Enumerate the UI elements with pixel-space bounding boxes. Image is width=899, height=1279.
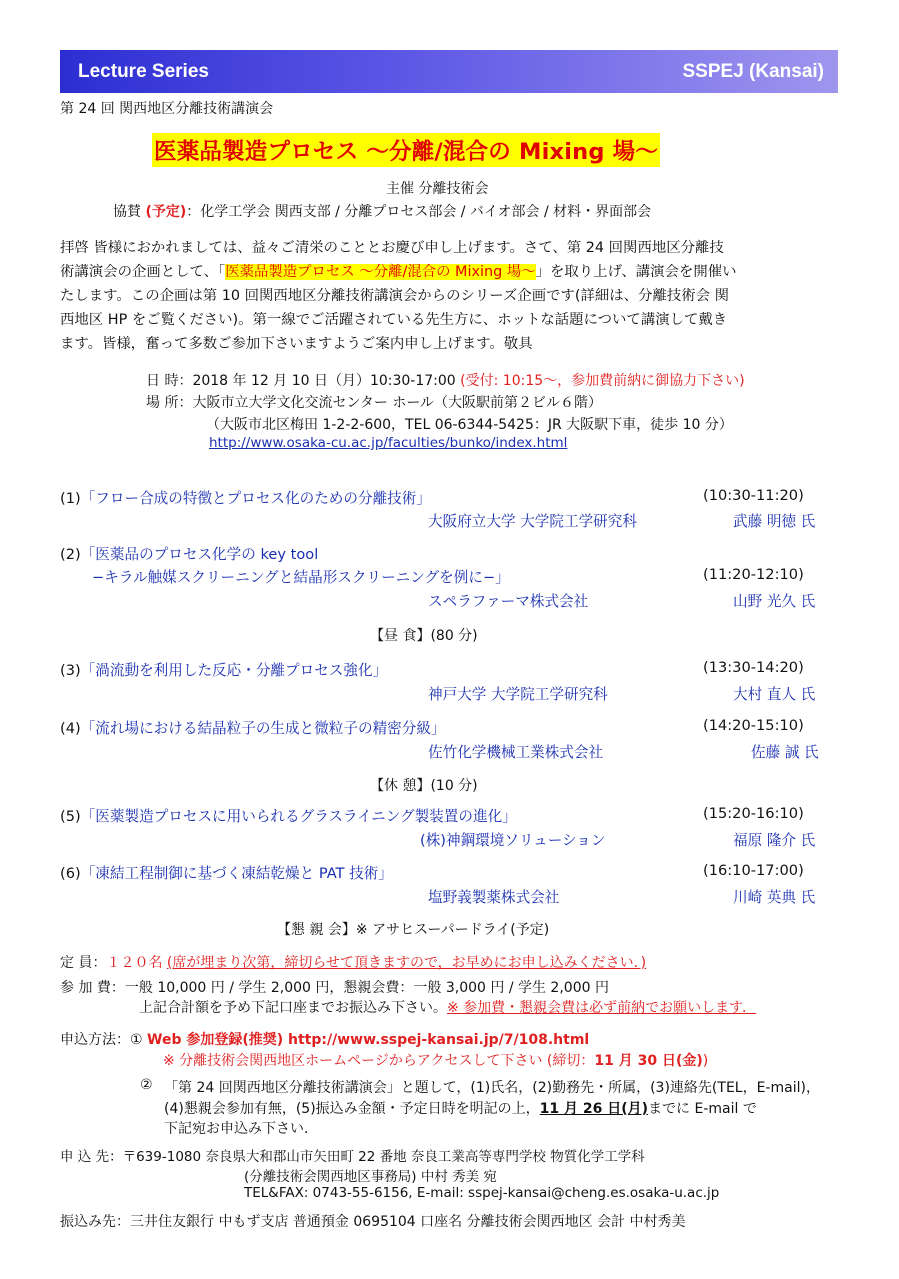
apply-note-text: ※ 分離技術会関西地区ホームページからアクセスして下さい (締切： [163,1053,595,1069]
apply-label: 申込方法： [60,1032,130,1048]
apply-note-text: ) [702,1053,709,1069]
talk-4-speaker: 佐藤 誠 氏 [751,744,819,761]
capacity-row [60,952,646,972]
destination-address: 〒639-1080 奈良県大和郡山市矢田町 22 番地 奈良工業高等専門学校 物質化学工学科 [122,1149,645,1165]
destination-row [60,1145,645,1165]
talk-3-affiliation: 神戸大学 大学院工学研究科 [428,686,608,703]
talk-6-time: (16:10-17:00) [703,862,804,879]
bank-account-row [60,1211,686,1231]
fee-prepay-note: ※ 参加費・懇親会費は必ず前納でお願いします． [447,1000,757,1016]
destination-office: (分離技術会関西地区事務局) 中村 秀美 宛 [244,1169,497,1185]
fee-row [60,977,609,997]
talk-number: (6) [60,865,81,882]
co-sponsor-planned: (予定) [145,204,187,220]
talk-2-subtitle: −キラル触媒スクリーニングと結晶形スクリーニングを例に−」 [92,569,510,586]
talk-number: (4) [60,720,81,737]
intro-line-1: 拝啓 皆様におかれましては、益々ご清栄のこととお慶び申し上げます。さて、第 24 回関西地区分離技 [60,240,724,256]
place-label: 場 所： [146,395,193,411]
talk-1-title [60,487,431,508]
apply-option-1: ① [130,1032,143,1048]
co-sponsor-list: ：化学工学会 関西支部 / 分離プロセス部会 / バイオ部会 / 材料・界面部会 [186,204,652,220]
date-label: 日 時： [146,373,193,389]
event-address: （大阪市北区梅田 1-2-2-600，TEL 06-6344-5425：JR 大阪駅下車，徒歩 10 分） [206,417,733,433]
talk-number: (1) [60,490,81,507]
fee-label: 参 加 費： [60,980,125,996]
talk-3-title [60,659,387,680]
talk-1-time: (10:30-11:20) [703,487,804,504]
talk-title: 「医薬品のプロセス化学の key tool [80,546,319,563]
bank-label: 振込み先： [60,1214,130,1230]
talk-title: 「流れ場における結晶粒子の生成と微粒子の精密分級」 [80,720,446,737]
talk-5-title [60,805,517,826]
capacity-note: (席が埋まり次第，締切らせて頂きますので，お早めにお申し込みください．) [166,955,647,971]
web-registration-link[interactable]: Web 参加登録(推奨) http://www.sspej-kansai.jp/7/108.html [147,1032,590,1048]
fee-payment-row [139,997,756,1017]
intro-line-3: たします。この企画は第 10 回関西地区分離技術講演会からのシリーズ企画です(詳細は、分離技術会 関 [60,288,729,304]
talk-6-speaker: 川崎 英典 氏 [733,889,816,906]
talk-6-title [60,862,393,883]
talk-4-affiliation: 佐竹化学機械工業株式会社 [428,744,604,761]
talk-6-affiliation: 塩野義製薬株式会社 [428,889,560,906]
talk-2-speaker: 山野 光久 氏 [733,593,816,610]
talk-5-time: (15:20-16:10) [703,805,804,822]
fee-value: 一般 10,000 円 / 学生 2,000 円，懇親会費：一般 3,000 円 / 学生 2,000 円 [124,980,609,996]
lunch-break: 【昼 食】(80 分) [370,628,478,644]
talk-number: (3) [60,662,81,679]
apply-email-line-1: 「第 24 回関西地区分離技術講演会」と題して，(1)氏名，(2)勤務先・所属，(3)連絡先(TEL，E-mail)， [164,1080,820,1096]
email-deadline: 11 月 26 日(月) [539,1101,649,1117]
talk-number: (2) [60,546,81,563]
talk-5-affiliation: (株)神鋼環境ソリューション [420,832,606,849]
co-sponsors [113,201,651,221]
apply-email-line-3: 下記宛お申込み下さい． [164,1121,318,1137]
fee-payment-text: 上記合計額を予め下記口座までお振込み下さい。 [139,1000,447,1016]
reception-party: 【懇 親 会】※ アサヒスーパードライ(予定) [277,922,550,938]
apply-email-text: までに E-mail で [648,1101,757,1117]
event-date: 2018 年 12 月 10 日（月）10:30-17:00 [192,373,456,389]
event-date-row [146,370,745,390]
talk-3-time: (13:30-14:20) [703,659,804,676]
lecture-series-banner [60,50,838,93]
talk-title: 「凍結工程制御に基づく凍結乾燥と PAT 技術」 [80,865,393,882]
intro-line-4: 西地区 HP をご覧ください)。第一線でご活躍されている先生方に、ホットな話題について講演して戴き [60,312,728,328]
talk-2-title [60,543,318,564]
destination-contact: TEL&FAX: 0743-55-6156, E-mail: sspej-kansai@cheng.es.osaka-u.ac.jp [244,1185,720,1201]
banner-right-label: SSPEJ (Kansai) [682,61,824,82]
intro-text: 術講演会の企画として、「 [60,264,226,280]
intro-line-5: ます。皆様，奮って多数ご参加下さいますようご案内申し上げます。敬具 [60,336,533,352]
series-number: 第 24 回 関西地区分離技術講演会 [60,101,274,117]
talk-4-title [60,717,446,738]
web-deadline: 11 月 30 日(金) [594,1053,703,1069]
talk-4-time: (14:20-15:10) [703,717,804,734]
destination-label: 申 込 先： [60,1149,123,1165]
apply-email-text: (4)懇親会参加有無，(5)振込み金額・予定日時を明記の上， [164,1101,540,1117]
talk-1-speaker: 武藤 明徳 氏 [733,513,816,530]
bank-account: 三井住友銀行 中もず支店 普通預金 0695104 口座名 分離技術会関西地区 会計 中村秀美 [130,1214,686,1230]
intro-highlight-title: 医薬品製造プロセス 〜分離/混合の Mixing 場〜 [225,264,536,280]
talk-2-time: (11:20-12:10) [703,566,804,583]
page-title: 医薬品製造プロセス 〜分離/混合の Mixing 場〜 [152,133,660,167]
rest-break: 【休 憩】(10 分) [370,778,478,794]
talk-number: (5) [60,808,81,825]
capacity-value: １２０名 [106,955,163,971]
talk-title: 「フロー合成の特徴とプロセス化のための分離技術」 [80,490,431,507]
banner-left-label: Lecture Series [78,61,209,82]
talk-3-speaker: 大村 直人 氏 [733,686,816,703]
apply-email-line-2 [164,1098,757,1118]
co-sponsor-label: 協賛 [113,204,141,220]
talk-5-speaker: 福原 隆介 氏 [733,832,816,849]
intro-text: 」を取り上げ、講演会を開催い [535,264,737,280]
apply-option-2-num: ② [140,1077,153,1093]
capacity-label: 定 員： [60,955,107,971]
host-organization: 主催 分離技術会 [386,181,489,197]
event-place-row [146,392,602,412]
apply-web-row [60,1029,589,1049]
event-place: 大阪市立大学文化交流センター ホール（大阪駅前第２ビル６階） [192,395,603,411]
intro-line-2 [60,260,737,284]
apply-web-note [163,1050,708,1070]
talk-1-affiliation: 大阪府立大学 大学院工学研究科 [428,513,637,530]
talk-2-affiliation: スペラファーマ株式会社 [428,593,589,610]
talk-title: 「医薬製造プロセスに用いられるグラスライニング製装置の進化」 [80,808,517,825]
venue-url-link[interactable]: http://www.osaka-cu.ac.jp/faculties/bunko/index.html [209,435,568,451]
reception-note: (受付: 10:15〜，参加費前納に御協力下さい) [460,373,745,389]
talk-title: 「渦流動を利用した反応・分離プロセス強化」 [80,662,388,679]
